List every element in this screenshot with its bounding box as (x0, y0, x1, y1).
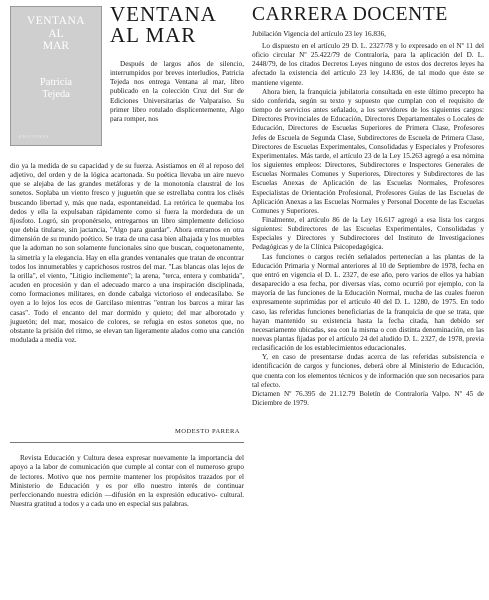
review-body (10, 162, 244, 345)
book-cover-image (10, 6, 102, 146)
section-divider (10, 442, 244, 443)
paragraph-4: Las funciones o cargos recién señalados pertenecían a las plantas de la Educación Primaria y Normal anteriores al 10 de Septiembre de 1978, fecha en que entró en vigencia el D. L. 2327, de ese año, pero varios de ellos ya habían desaparecido a esa fecha, por diversas vías, como ocurrió por ejemplo, con la mayoría de las funciones de la Educación Normal, mucha de las cuales fueron expresamente suprimidas por el artículo 40 del D. L. 1280, de 1975. En todo caso, las referidas funciones beneficiarias de la franquicia de que se trata, que hayan mantenido su existencia hasta la fecha citada, han debido ser necesariamente ubicadas, sea con la misma o con distinta denominación, en las nuevas plantas fijadas por el artículo 24 del aludido D. L. 2327, de 1978, previa reclasificación de los establecimientos educacionales. (252, 252, 484, 353)
carrera-docente-column (252, 4, 484, 600)
editorial-note-text: Revista Educación y Cultura desea expresar nuevamente la importancia del apoyo a la labor de comunicación que cumple al contar con el numeroso grupo de lectores. Motivo que nos permite mantener los propósitos trazados por el Ministerio de Educación y es por ello nuestro interés de continuar perfeccionando nuestra edición —difusión en la expresión educativo- cultural. Nuestra gratitud a todos y a cada uno en especial sus palabras. (10, 454, 244, 508)
book-cover-title-line3: MAR (42, 40, 70, 52)
paragraph-1: Lo dispuesto en el artículo 29 D. L. 2327/78 y lo expresado en el Nº 11 del oficio circular Nº 25.422/79 de Contraloría, para la aplicación del D. L. 2448/79, de los citados Decretos Leyes ninguno de estos dos decretos leyes ha afectado la existencia del artículo 23 ley 14.836, de tal modo que éste se mantiene vigente. (252, 42, 484, 87)
book-cover-title-line1: VENTANA (26, 15, 86, 27)
review-intro (110, 60, 244, 124)
paragraph-2: Ahora bien, la franquicia jubilatoria consultada en este último precepto ha sido conferida, según su texto y supuesto que cumplan con el requisito de tiempo de servicios antes señalado, a los servidores de los siguientes cargos: Directores Provinciales de Educación, Directores Departamentales o Locales de Educación, Directores de Escuelas Superiores de Primera Clase, Profesores Jefes de Escuela de Segunda Clase, Subdirectores de Escuela de Primera Clase, Directores de Escuelas Experimentales, Consolidadas y Especiales y Profesores Experimentales. Más tarde, el artículo 23 de la Ley 15.263 agregó a esa nómina los siguientes empleos: Directores, Subdirectores e Inspectores Generales de Escuelas Normales Comunes y Superiores, Directores y Subdirectores de las Escuelas Anexas de Aplicación de las Escuelas Normales, Profesores Especialistas de Orientación Profesional, Profesores Guías de las Escuelas de Aplicación Anexas a las Escuelas Normales y Personal Docente de las Escuelas Comunes y Superiores. (252, 87, 484, 215)
book-cover-author-line2: Tejeda (42, 89, 70, 100)
book-cover-publisher: EDICIONES (19, 134, 50, 139)
book-cover-author-line1: Patricia (39, 77, 73, 88)
carrera-docente-headline: CARRERA DOCENTE (252, 4, 448, 25)
review-signature: MODESTO PARERA (175, 428, 240, 435)
paragraph-5: Y, en caso de presentarse dudas acerca de las referidas subsistencia e identificación de cargos y funciones, deberá obre al Ministerio de Educación, que cuenta con los elementos técnicos y de información que son necesarios para tal efecto. (252, 353, 484, 389)
review-headline: VENTANA AL MAR (110, 2, 216, 47)
review-intro-text: Después de largos años de silencio, interrumpidos por breves interludios, Patricia Tejeda nos entrega Ventana al mar, libro publicado en la colección Cruz del Sur de Ediciones Universitarias de Valparaíso. Su primer libro rotulado displicentemente, Algo para romper, nos (110, 60, 244, 123)
book-cover-title-line2: AL (48, 28, 64, 40)
book-review-column (6, 4, 244, 600)
review-body-text: dio ya la medida de su capacidad y de su fuerza. Asistíamos en él al reposo del adjetivo, del orden y de la lógica acartonada. Su poética llevaba un aire nuevo que se alejaba de las grandes metáforas y de la monotonía claustral de los sonetos. Soplaba un viento fresco y juguetón que se estrellaba contra los clisés buscando libertad y, más que nada, espontaneidad. La retórica le quemaba los dedos y ella la expulsaban rápidamente como si fuera la mordedura de un ñjosfoto. Logró, sin proponérselo, entregarnos un libro simplemente delicioso que debía titularse, sin jactancia, "Algo para guardar". Ahora entramos en otra dimensión de su mundo poético. Se trata de una casa bien alhajada y los muebles que la adornan no son solamente funcionales sino que buscan, coquetonamente, la simetría y la elegancia. Hay en ella grandes ventanales que tratan de encontrar todos los innumerables y caprichosos rostros del mar. "Las blancas olas lejos de la orilla", el viento, "Litigio incliemente"; la arena, "terca, entera y combatida", acuden en procesión y dan el adecuado marco a una inspiración disciplinada, como formaciones militares, en donde cabalga victorioso el endecasílabo. Se oyen a lo lejos los ecos de Garcilaso mientras "entran los barcos a mirar las casas". Todo el encanto del mar dormido y quieto; del mar alborotado y juguetón; del mar, mosaico de colores, se refugia en estos sonetos que, no obstante la prisión del ritmo, se elevan tan ligeramente alados como una canción modulada a media voz. (10, 162, 244, 344)
carrera-docente-body (252, 42, 484, 408)
paragraph-3: Finalmente, el artículo 86 de la Ley 16.617 agregó a esa lista los cargos siguientes: Subdirectores de las Escuelas Experimentales, Consolidadas y Especiales y Directores y Subdirectores del Instituto de Investigaciones Pedagógicas y de la Clínica Psicopedagógica. (252, 215, 484, 252)
editorial-note (10, 447, 244, 516)
jubilacion-subheading: Jubilación Vigencia del artículo 23 ley 16.836, (252, 30, 386, 38)
dictamen-reference: Dictamen Nº 76.395 de 21.12.79 Boletín de Contraloría Valpo. Nº 45 de Diciembre de 1979. (252, 389, 484, 408)
